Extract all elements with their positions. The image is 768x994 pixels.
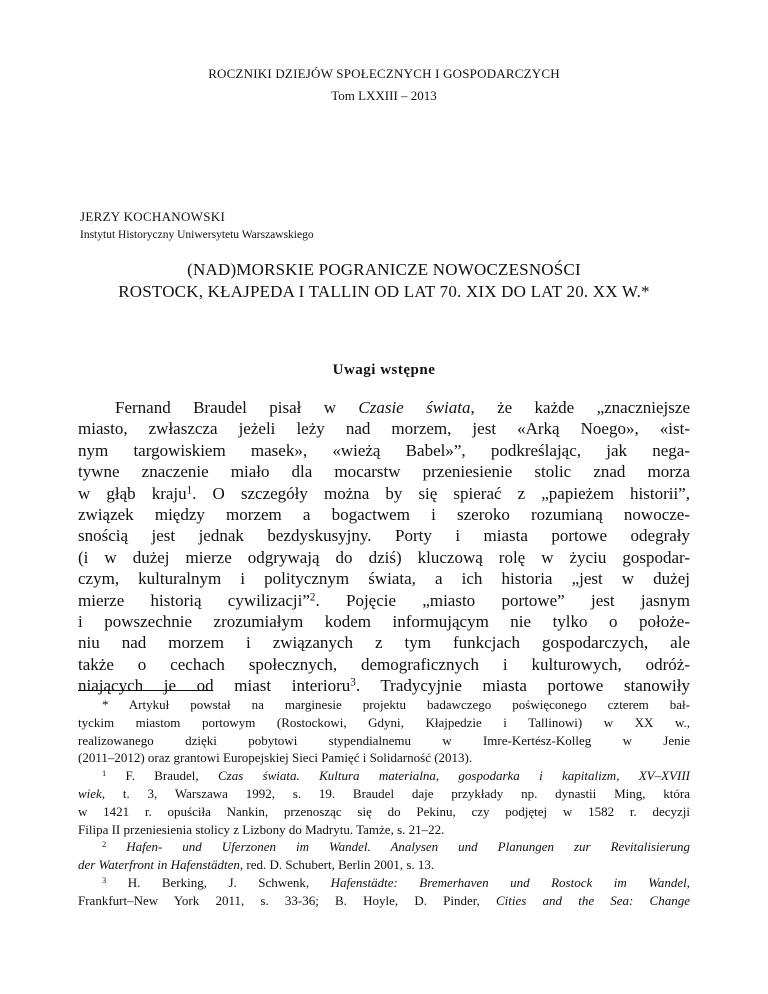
footnote-ref: 1: [186, 484, 193, 497]
footnote-line: $^1$ F. Braudel, Czas świata. Kultura materialna, gospodarka i kapitalizm, XV–XVIII: [102, 767, 690, 784]
footnote-line: tyckim miastom portowym (Rostockowi, Gdyni, Kłajpedzie i Tallinowi) w XX w.,: [78, 714, 690, 730]
body-line: nym targowiskiem masek», «wieżą Babel»”, podkreślając, jak nega-: [78, 440, 690, 460]
body-line: (i w dużej mierze odgrywają do dziś) kluczową rolę w życiu gospodar-: [78, 547, 690, 567]
footnote-line: w 1421 r. opuściła Nankin, przenosząc się do Pekinu, czy podjętej w 1582 r. decyzji: [78, 803, 690, 819]
article-title-line-2: ROSTOCK, KŁAJPEDA I TALLIN OD LAT 70. XIX DO LAT 20. XX W.*: [118, 282, 650, 301]
body-line: Fernand Braudel pisał w Czasie świata, że każde „znaczniejsze: [115, 398, 690, 417]
article-title-line-1: (NAD)MORSKIE POGRANICZE NOWOCZESNOŚCI: [187, 260, 581, 279]
footnote-line: $^3$ H. Berking, J. Schwenk, Hafenstädte: Bremerhaven und Rostock im Wandel,: [102, 874, 690, 890]
journal-volume: Tom LXXIII – 2013: [331, 88, 437, 103]
journal-title: ROCZNIKI DZIEJÓW SPOŁECZNYCH I GOSPODARCZYCH: [208, 66, 560, 81]
author-name: JERZY KOCHANOWSKI: [80, 209, 226, 224]
article-title: [78, 259, 690, 303]
body-text: [78, 397, 690, 696]
body-line: snością jest jednak bezdyskusyjny. Porty i miasta portowe odegrały: [78, 526, 690, 546]
body-line: także o cechach społecznych, demograficznych i kulturowych, odróż-: [78, 654, 690, 674]
footnote-line: realizowanego dzięki pobytowi stypendialnemu w Imre-Kertész-Kolleg w Jenie: [78, 732, 690, 748]
footnote-line: (2011–2012) oraz grantowi Europejskiej Sieci Pamięć i Solidarność (2013).: [78, 750, 473, 766]
footnote-line: wiek, t. 3, Warszawa 1992, s. 19. Braudel daje przykłady np. dynastii Ming, która: [78, 785, 690, 801]
body-line: mierze historią cywilizacji”$^2$. Pojęcie „miasto portowe” jest jasnym: [78, 590, 690, 610]
body-line: związek między morzem a bogactwem i szeroko rozumianą nowocze-: [78, 504, 690, 524]
footnote-line: $^2$ Hafen- und Uferzonen im Wandel. Analysen und Planungen zur Revitalisierung: [102, 839, 690, 855]
body-line: niu nad morzem i związanych z tym funkcjach gospodarczych, ale: [78, 633, 690, 653]
footnote-line: * Artykuł powstał na marginesie projektu badawczego poświęconego czterem bał-: [102, 697, 690, 712]
footnote-line: Filipa II przeniesienia stolicy z Lizbony do Madrytu. Tamże, s. 21–22.: [78, 821, 445, 837]
body-line: miasto, zwłaszcza jeżeli leży nad morzem, jest «Arką Noego», «ist-: [78, 419, 690, 439]
footnote-divider: [78, 690, 213, 691]
section-heading: Uwagi wstępne: [332, 362, 436, 378]
body-line: w głąb kraju$^1$. O szczegóły można by się spierać z „papieżem historii”,: [78, 483, 690, 503]
body-line: tywne znaczenie miało dla mocarstw przeniesienie stolic znad morza: [78, 462, 690, 482]
body-line: niających je od miast interioru$^3$. Tradycyjnie miasta portowe stanowiły: [78, 676, 690, 696]
author-affiliation: Instytut Historyczny Uniwersytetu Warszawskiego: [80, 229, 314, 241]
body-line: i powszechnie zrozumiałym kodem informującym nie tylko o położe-: [78, 611, 690, 631]
footnote-line: der Waterfront in Hafenstädten, red. D. Schubert, Berlin 2001, s. 13.: [78, 857, 435, 873]
footnote-line: Frankfurt–New York 2011, s. 33-36; B. Hoyle, D. Pinder, Cities and the Sea: Change: [78, 892, 690, 908]
footnote-ref: 2: [309, 591, 316, 603]
body-line: czym, kulturalnym i politycznym świata, a ich historia „jest w dużej: [78, 569, 690, 589]
footnotes: [78, 696, 690, 910]
footnote-ref: 3: [350, 676, 356, 689]
